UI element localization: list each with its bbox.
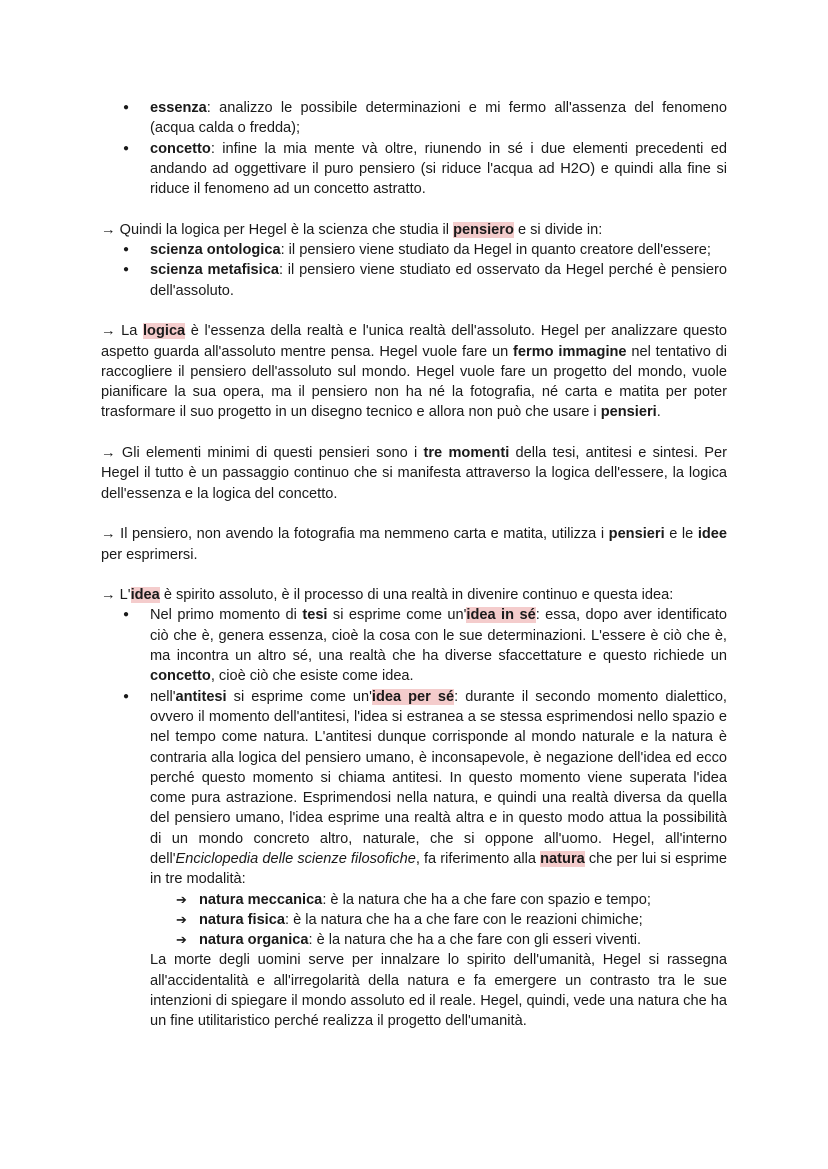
text-run: : essa, dopo aver identificato ciò che è, genera essenza, cioè la cosa con le sue determinazioni. L'essere è ciò che è, ma incontra un altro sé, una realtà che ha diverse sfaccettature e questo richiede un bbox=[150, 607, 727, 665]
text-run: per esprimersi. bbox=[101, 546, 198, 563]
text-run: si esprime come un' bbox=[226, 688, 372, 705]
list-item bbox=[101, 260, 727, 301]
bold-term: pensieri bbox=[600, 404, 657, 421]
section-4 bbox=[101, 524, 727, 565]
highlighted-term: idea per sé bbox=[371, 688, 455, 705]
text-run: → La bbox=[101, 323, 143, 340]
highlighted-term: pensiero bbox=[453, 221, 514, 238]
highlighted-term: idea in sé bbox=[466, 607, 536, 624]
paragraph bbox=[101, 950, 727, 1031]
text-run: : è la natura che ha a che fare con le reazioni chimiche; bbox=[284, 911, 643, 928]
highlighted-term: natura bbox=[540, 850, 585, 867]
bold-term: natura meccanica bbox=[199, 891, 323, 908]
document-page bbox=[101, 98, 727, 1052]
section-3 bbox=[101, 443, 727, 504]
text-run: : il pensiero viene studiato da Hegel in quanto creatore dell'essere; bbox=[280, 242, 711, 259]
text-run: : durante il secondo momento dialettico, ovvero il momento dell'antitesi, l'idea si estranea a se stessa esprimendosi nello spazio e nel tempo come natura. L'antitesi dunque corrisponde al mondo naturale e la natura è contraria alla logica del pensiero umano, è inconsapevole, è negazione dell'idea ed ecco perché questo momento si chiama antitesi. In questo momento viene superata l'idea come pura astrazione. Esprimendosi nella natura, e quindi una realtà diversa da quella del pensiero umano, l'idea esprime una realtà altra e in questo modo attua la possibilità di un mondo concreto altro, naturale, che si oppone all'uomo. Hegel, all'interno dell' bbox=[150, 688, 727, 867]
bold-term: idee bbox=[697, 526, 728, 543]
paragraph bbox=[101, 524, 727, 565]
text-run: : è la natura che ha a che fare con gli esseri viventi. bbox=[308, 932, 642, 949]
text-run: è spirito assoluto, è il processo di una realtà in divenire continuo e questa idea: bbox=[159, 587, 674, 604]
text-run: , fa riferimento alla bbox=[415, 850, 541, 867]
bold-term: natura fisica bbox=[199, 911, 285, 928]
text-run: nell' bbox=[150, 688, 176, 705]
list-item bbox=[101, 98, 727, 139]
text-run: si esprime come un' bbox=[327, 607, 467, 624]
text-run: : il pensiero viene studiato ed osservato da Hegel perché è pensiero dell'assoluto. bbox=[150, 262, 727, 299]
text-run: → L' bbox=[101, 587, 131, 604]
list-item bbox=[101, 240, 727, 260]
text-run: La morte degli uomini serve per innalzare lo spirito dell'umanità, Hegel si rassegna all'accidentalità e all'irregolarità della natura e fa emergere un contrasto tra le sue intenzioni di spiegare il mondo assoluto ed il reale. Hegel, quindi, vede una natura che ha un fine utilitaristico perché realizza il progetto dell'umanità. bbox=[150, 952, 727, 1030]
bold-term: antitesi bbox=[175, 688, 227, 705]
highlighted-term: idea bbox=[130, 587, 160, 604]
bold-term: natura organica bbox=[199, 932, 309, 949]
text-run: e le bbox=[664, 526, 698, 543]
paragraph bbox=[101, 585, 727, 605]
bold-term: scienza ontologica bbox=[150, 242, 281, 259]
text-run: e si divide in: bbox=[513, 221, 603, 238]
text-run: → Quindi la logica per Hegel è la scienza che studia il bbox=[101, 221, 454, 238]
section-2 bbox=[101, 321, 727, 422]
sublist-item bbox=[150, 930, 727, 950]
bullet-list bbox=[101, 240, 727, 301]
section-0 bbox=[101, 98, 727, 199]
bold-term: tre momenti bbox=[423, 445, 510, 462]
text-run: : è la natura che ha a che fare con spazio e tempo; bbox=[322, 891, 651, 908]
text-run: → Gli elementi minimi di questi pensieri sono i bbox=[101, 445, 424, 462]
bold-term: pensieri bbox=[608, 526, 665, 543]
sublist-item bbox=[150, 890, 727, 910]
text-run: : analizzo le possibile determinazioni e mi fermo all'assenza del fenomeno (acqua calda o fredda); bbox=[150, 100, 727, 137]
section-1 bbox=[101, 220, 727, 301]
text-run: : infine la mia mente và oltre, riunendo in sé i due elementi precedenti ed andando ad oggettivare il puro pensiero (si riduce l'acqua ad H2O) e quindi alla fine si riduce il fenomeno ad un concetto astratto. bbox=[150, 140, 727, 198]
sublist-item bbox=[150, 910, 727, 930]
text-run: che per lui si esprime in tre modalità: bbox=[150, 850, 727, 888]
text-run: , cioè ciò che esiste come idea. bbox=[210, 668, 414, 685]
list-item bbox=[101, 687, 727, 890]
bullet-list bbox=[101, 605, 727, 889]
bold-term: scienza metafisica bbox=[150, 262, 279, 279]
text-run: . bbox=[656, 404, 661, 421]
text-run: nel tentativo di raccogliere il pensiero dell'assoluto sul mondo. Hegel vuole fare un progetto del mondo, vuole pianificare la sua opera, ma il pensiero non ha né la fotografia, né carta e matita per poter trasformare il suo progetto in un disegno tecnico e allora non può che usare i bbox=[101, 343, 727, 421]
text-run: della tesi, antitesi e sintesi. Per Hegel il tutto è un passaggio continuo che si manifesta attraverso la logica dell'essere, la logica dell'essenza e la logica del concetto. bbox=[101, 445, 727, 502]
text-run: → Il pensiero, non avendo la fotografia ma nemmeno carta e matita, utilizza i bbox=[101, 526, 609, 543]
list-item bbox=[101, 139, 727, 200]
paragraph bbox=[101, 443, 727, 504]
section-5 bbox=[101, 585, 727, 1032]
bold-term: concetto bbox=[150, 668, 211, 685]
bold-term: concetto bbox=[150, 140, 211, 157]
paragraph bbox=[101, 321, 727, 422]
bold-term: fermo immagine bbox=[513, 343, 627, 360]
arrow-sublist bbox=[150, 890, 727, 951]
text-run: è l'essenza della realtà e l'unica realtà dell'assoluto. Hegel per analizzare questo aspetto guarda all'assoluto mentre pensa. Hegel vuole fare un bbox=[101, 323, 728, 360]
italic-text: Enciclopedia delle scienze filosofiche bbox=[175, 850, 416, 867]
bullet-list bbox=[101, 98, 727, 199]
bold-term: tesi bbox=[302, 607, 328, 624]
paragraph bbox=[101, 220, 727, 240]
highlighted-term: logica bbox=[143, 323, 186, 340]
text-run: Nel primo momento di bbox=[150, 607, 303, 624]
bold-term: essenza bbox=[150, 100, 207, 116]
list-item bbox=[101, 605, 727, 686]
